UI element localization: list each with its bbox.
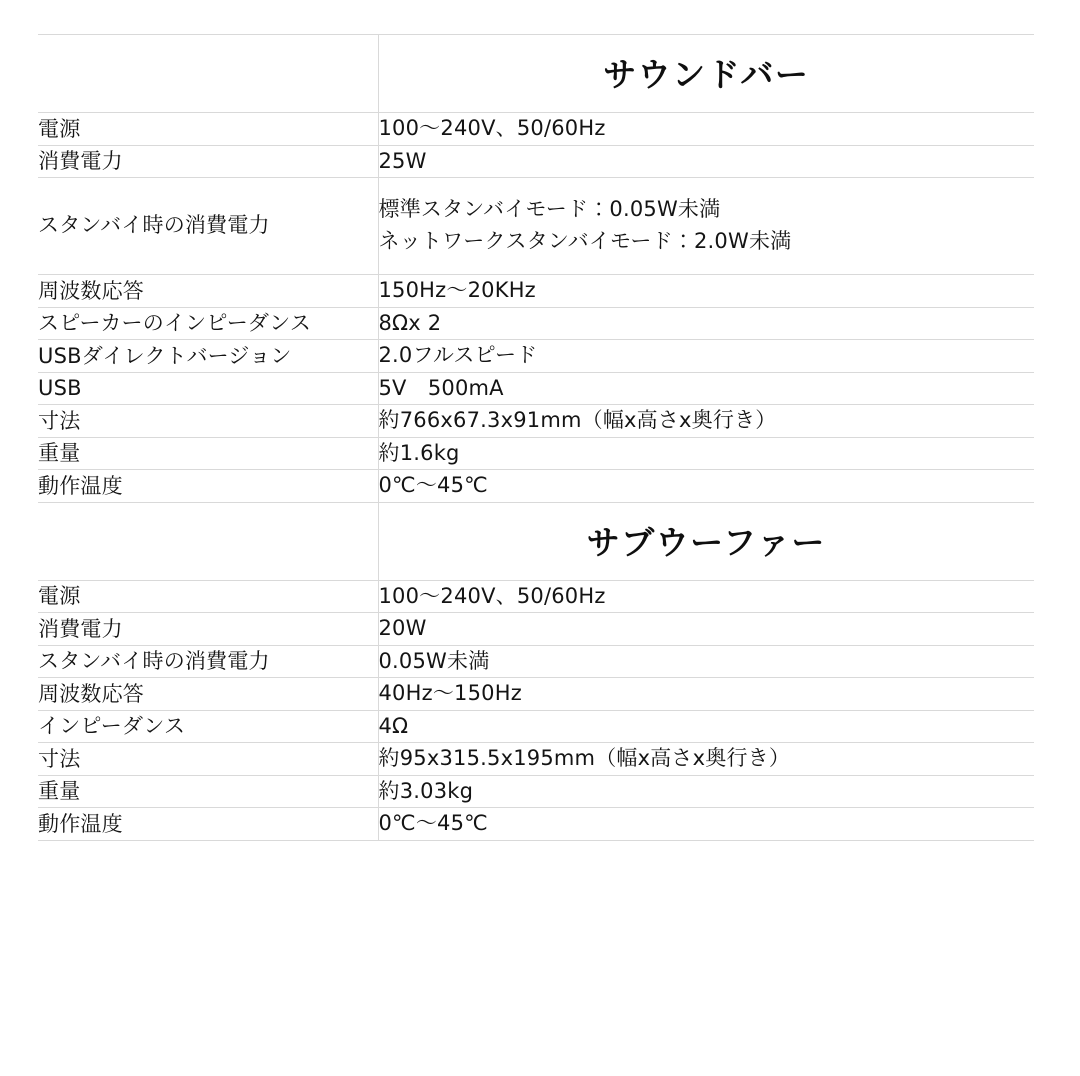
row-value: [378, 470, 1034, 503]
section-header-row: [38, 35, 1034, 113]
table-row: [38, 340, 1034, 373]
row-value-line: 20W: [378, 616, 427, 640]
row-value: [378, 613, 1034, 646]
table-row: [38, 437, 1034, 470]
row-value: [378, 113, 1034, 146]
section-title-subwoofer: サブウーファー: [378, 502, 1034, 580]
table-row: [38, 808, 1034, 841]
specification-table: [38, 34, 1034, 841]
table-row: [38, 275, 1034, 308]
table-row: [38, 470, 1034, 503]
row-value: [378, 340, 1034, 373]
row-label: インピーダンス: [38, 710, 378, 743]
row-value: [378, 775, 1034, 808]
row-label: USB: [38, 372, 378, 405]
table-row: [38, 178, 1034, 275]
table-row: [38, 307, 1034, 340]
row-label: 動作温度: [38, 470, 378, 503]
row-value: [378, 580, 1034, 613]
row-label: 電源: [38, 113, 378, 146]
table-row: [38, 145, 1034, 178]
row-label: スピーカーのインピーダンス: [38, 307, 378, 340]
section-header-row: [38, 502, 1034, 580]
row-label: 寸法: [38, 405, 378, 438]
row-value-line: 標準スタンバイモード：0.05W未満: [378, 197, 721, 221]
row-value: [378, 710, 1034, 743]
table-row: [38, 372, 1034, 405]
section-header-spacer: [38, 502, 378, 580]
row-value-line: 約95x315.5x195mm（幅x高さx奥行き）: [378, 746, 791, 770]
row-label: 電源: [38, 580, 378, 613]
section-header-spacer: [38, 35, 378, 113]
row-value: [378, 645, 1034, 678]
table-row: [38, 775, 1034, 808]
row-value-line: 0℃〜45℃: [378, 811, 488, 835]
table-row: [38, 580, 1034, 613]
row-label: 周波数応答: [38, 678, 378, 711]
row-value-line: 5V 500mA: [378, 375, 504, 400]
table-row: [38, 743, 1034, 776]
table-row: [38, 113, 1034, 146]
row-value-line: 25W: [378, 148, 427, 173]
row-value-line: 約1.6kg: [378, 440, 460, 465]
row-value: [378, 743, 1034, 776]
row-value-line: 100〜240V、50/60Hz: [378, 116, 606, 140]
row-value-line: 0.05W未満: [378, 648, 490, 673]
row-value-line: 4Ω: [378, 713, 409, 738]
row-label: 重量: [38, 775, 378, 808]
row-label: USBダイレクトバージョン: [38, 340, 378, 373]
row-value: [378, 808, 1034, 841]
table-row: [38, 405, 1034, 438]
table-row: [38, 645, 1034, 678]
row-label: 消費電力: [38, 613, 378, 646]
row-label: 周波数応答: [38, 275, 378, 308]
table-row: [38, 613, 1034, 646]
table-row: [38, 710, 1034, 743]
row-label: 重量: [38, 437, 378, 470]
specification-table-body: [38, 35, 1034, 841]
row-value-line: 約3.03kg: [378, 778, 474, 803]
row-value-line: 約766x67.3x91mm（幅x高さx奥行き）: [378, 408, 777, 432]
row-value-line: 100〜240V、50/60Hz: [378, 583, 606, 608]
row-value: [378, 678, 1034, 711]
row-label: 動作温度: [38, 808, 378, 841]
row-value: [378, 178, 1034, 275]
row-value: [378, 307, 1034, 340]
row-value: [378, 372, 1034, 405]
row-label: スタンバイ時の消費電力: [38, 645, 378, 678]
row-value-line: 2.0フルスピード: [378, 343, 538, 367]
row-value: [378, 145, 1034, 178]
row-label: 消費電力: [38, 145, 378, 178]
row-value-line: ネットワークスタンバイモード：2.0W未満: [378, 228, 792, 253]
section-title-soundbar: サウンドバー: [378, 35, 1034, 113]
table-row: [38, 678, 1034, 711]
row-value-line: 150Hz〜20KHz: [378, 278, 536, 302]
row-value: [378, 437, 1034, 470]
row-value-line: 40Hz〜150Hz: [378, 681, 522, 705]
row-value: [378, 405, 1034, 438]
row-label: スタンバイ時の消費電力: [38, 178, 378, 275]
row-label: 寸法: [38, 743, 378, 776]
row-value: [378, 275, 1034, 308]
row-value-line: 0℃〜45℃: [378, 473, 488, 497]
row-value-line: 8Ωx 2: [378, 310, 442, 335]
